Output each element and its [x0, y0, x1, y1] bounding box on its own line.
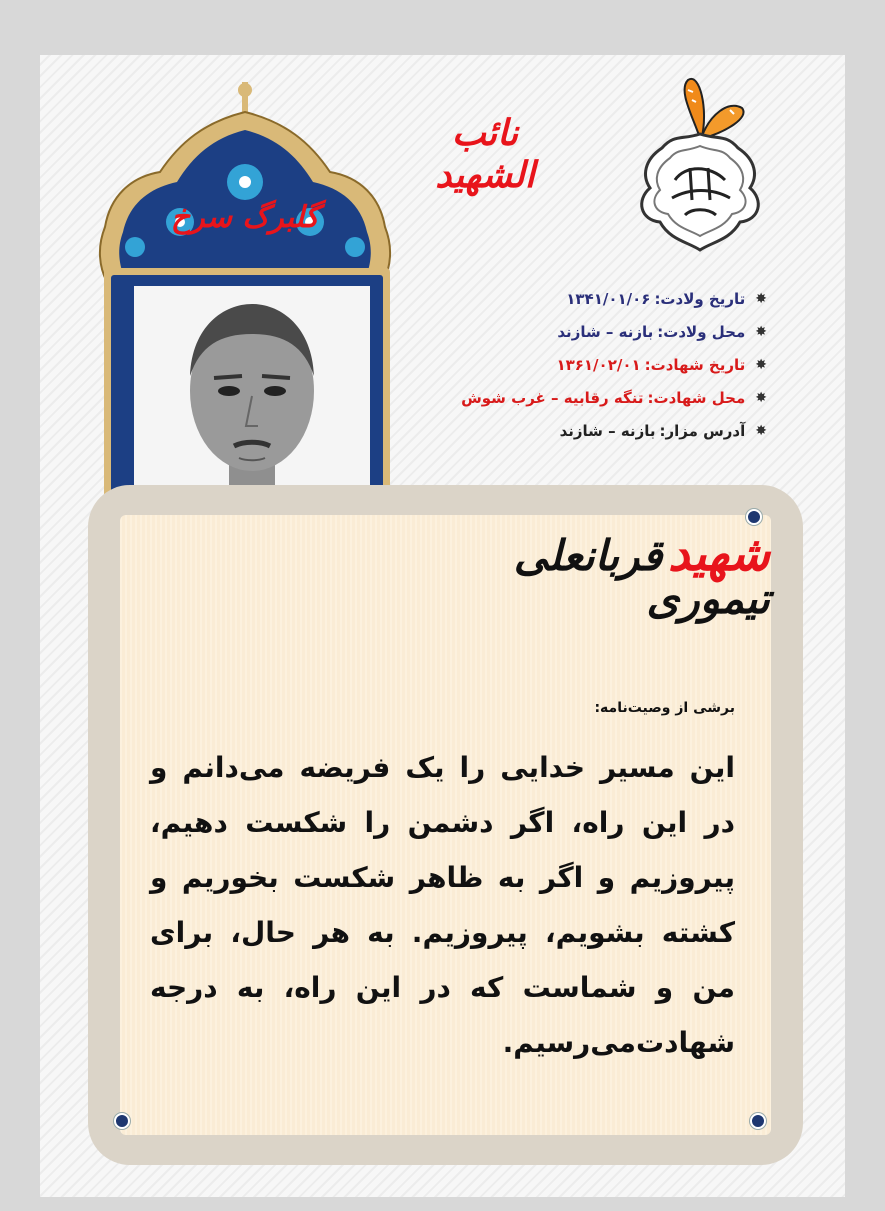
info-birth-date: ✸ تاریخ ولادت: ۱۳۴۱/۰۱/۰۶: [566, 289, 767, 308]
info-martyrdom-place: ✸ محل شهادت: تنگه رقابیه – غرب شوش: [461, 388, 767, 407]
martyr-full-name: قربانعلی تیموری: [513, 531, 770, 623]
asterisk-icon: ✸: [755, 389, 767, 406]
martyr-prefix: شهید: [667, 526, 770, 582]
info-list: [461, 282, 767, 447]
asterisk-icon: ✸: [755, 356, 767, 373]
butterfly-icon: [685, 79, 744, 138]
will-text: این مسیر خدایی را یک فریضه می‌دانم و در این راه، اگر دشمن را شکست دهیم، پیروزیم و اگر به ظاهر شکست بخوریم و کشته بشویم، پیروزیم. به هر حال، برای من و شماست که در این راه، به درجه شهادت‌می‌رسیم.: [150, 751, 735, 1059]
corner-dot: [750, 1113, 766, 1129]
info-grave-address: ✸ آدرس مزار: بازنه – شازند: [559, 421, 767, 440]
asterisk-icon: ✸: [755, 290, 767, 307]
martyr-name: [415, 526, 770, 650]
asterisk-icon: ✸: [755, 422, 767, 439]
frame-caption: گلبرگ سرخ: [170, 200, 320, 235]
info-martyrdom-date: ✸ تاریخ شهادت: ۱۳۶۱/۰۲/۰۱: [556, 355, 767, 374]
calligraphy-emblem: [630, 70, 770, 255]
asterisk-icon: ✸: [755, 323, 767, 340]
will-label: برشی از وصیت‌نامه:: [594, 700, 735, 716]
poster-title: نائب الشهید: [435, 112, 535, 196]
info-birth-place: ✸ محل ولادت: بازنه – شازند: [557, 322, 767, 341]
corner-dot: [746, 509, 762, 525]
corner-dot: [114, 1113, 130, 1129]
